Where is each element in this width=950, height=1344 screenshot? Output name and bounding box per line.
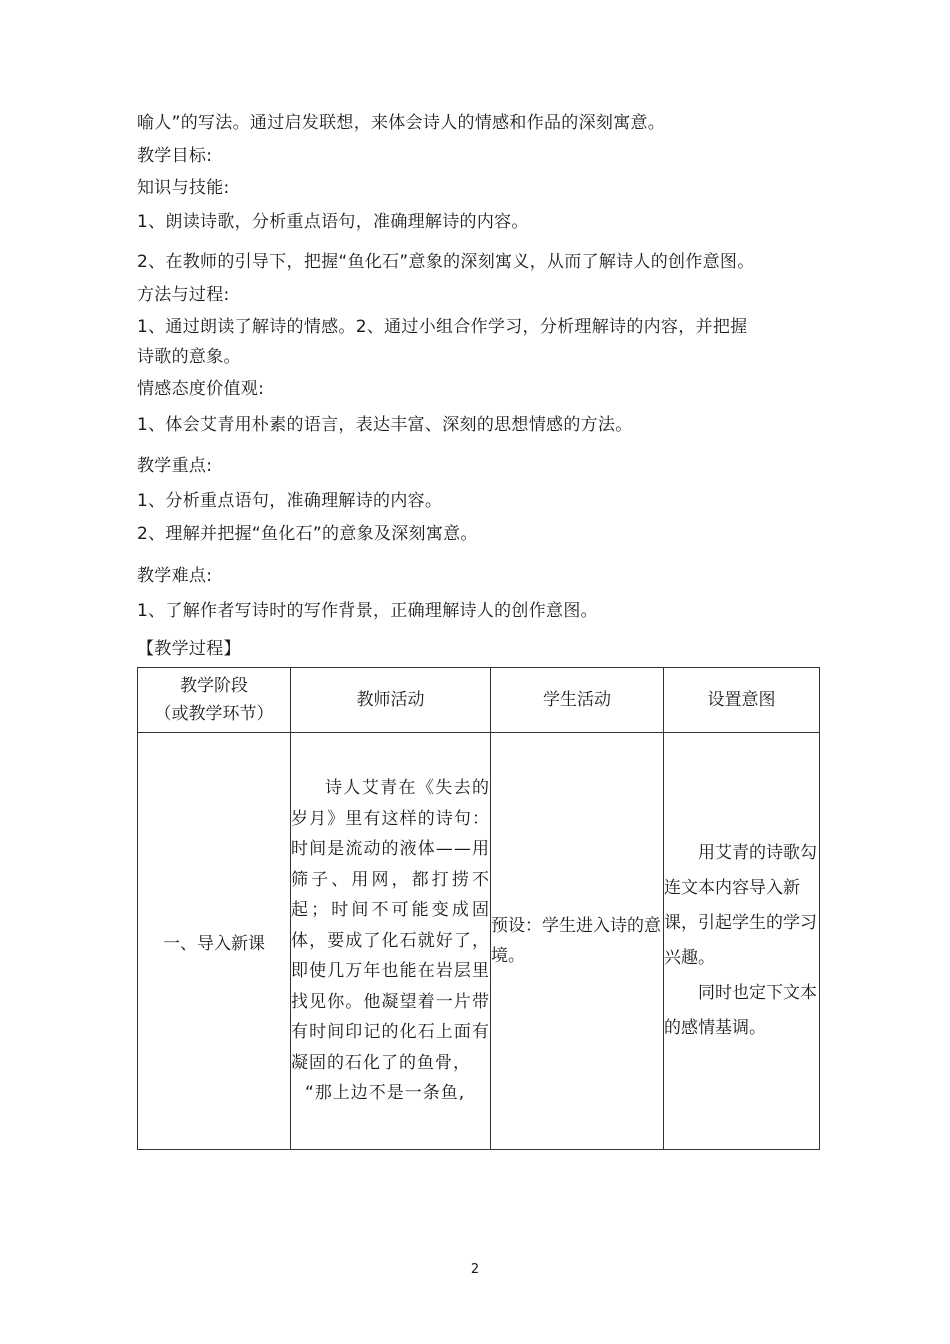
teacher-activity-last: “那上边不是一条鱼, xyxy=(305,1083,466,1104)
line-1: 喻人”的写法。通过启发联想，来体会诗人的情感和作品的深刻寓意。 xyxy=(137,113,666,133)
student-activity-cell xyxy=(491,733,664,1150)
line-6: 方法与过程: xyxy=(137,285,230,305)
line-14: 教学难点: xyxy=(137,566,213,586)
page-number: 2 xyxy=(470,1262,480,1277)
line-7: 1、通过朗读了解诗的情感。2、通过小组合作学习，分析理解诗的内容，并把握 xyxy=(137,317,748,337)
stage-cell: 一、导入新课 xyxy=(138,733,291,1150)
header-teacher: 教师活动 xyxy=(291,668,491,733)
intent-text-1: 用艾青的诗歌勾连文本内容导入新课，引起学生的学习兴趣。 xyxy=(664,843,817,968)
teaching-process-table xyxy=(137,667,820,1150)
header-student: 学生活动 xyxy=(491,668,664,733)
line-11: 教学重点: xyxy=(137,456,213,476)
intent-text-2: 同时也定下文本的感情基调。 xyxy=(664,983,817,1038)
header-intent: 设置意图 xyxy=(664,668,820,733)
student-activity-text: 预设：学生进入诗的意境。 xyxy=(491,916,661,966)
line-3: 知识与技能: xyxy=(137,178,230,198)
line-15: 1、了解作者写诗时的写作背景，正确理解诗人的创作意图。 xyxy=(137,601,598,621)
line-13: 2、理解并把握“鱼化石”的意象及深刻寓意。 xyxy=(137,524,478,544)
line-4: 1、朗读诗歌，分析重点语句，准确理解诗的内容。 xyxy=(137,212,529,232)
line-8: 诗歌的意象。 xyxy=(137,347,241,367)
table-row xyxy=(138,733,820,1150)
teacher-activity-cell xyxy=(291,733,491,1150)
line-12: 1、分析重点语句，准确理解诗的内容。 xyxy=(137,491,443,511)
header-stage-line2: （或教学环节） xyxy=(154,704,274,724)
line-5: 2、在教师的引导下，把握“鱼化石”意象的深刻寓义，从而了解诗人的创作意图。 xyxy=(137,252,755,272)
header-stage-line1: 教学阶段 xyxy=(180,676,248,696)
intent-cell xyxy=(664,733,820,1150)
teacher-activity-text: 诗人艾青在《失去的岁月》里有这样的诗句：时间是流动的液体——用筛子、用网，都打捞不起；时间不可能变成固体，要成了化石就好了，即使几万年也能在岩层里找见你。他凝望着一片带有时间印记的化石上面有凝固的石化了的鱼骨， xyxy=(291,778,490,1073)
table-header-row xyxy=(138,668,820,733)
line-10: 1、体会艾青用朴素的语言，表达丰富、深刻的思想情感的方法。 xyxy=(137,415,633,435)
header-stage xyxy=(138,668,291,733)
line-2: 教学目标: xyxy=(137,146,213,166)
line-9: 情感态度价值观: xyxy=(137,379,265,399)
section-heading: 【教学过程】 xyxy=(137,639,241,659)
